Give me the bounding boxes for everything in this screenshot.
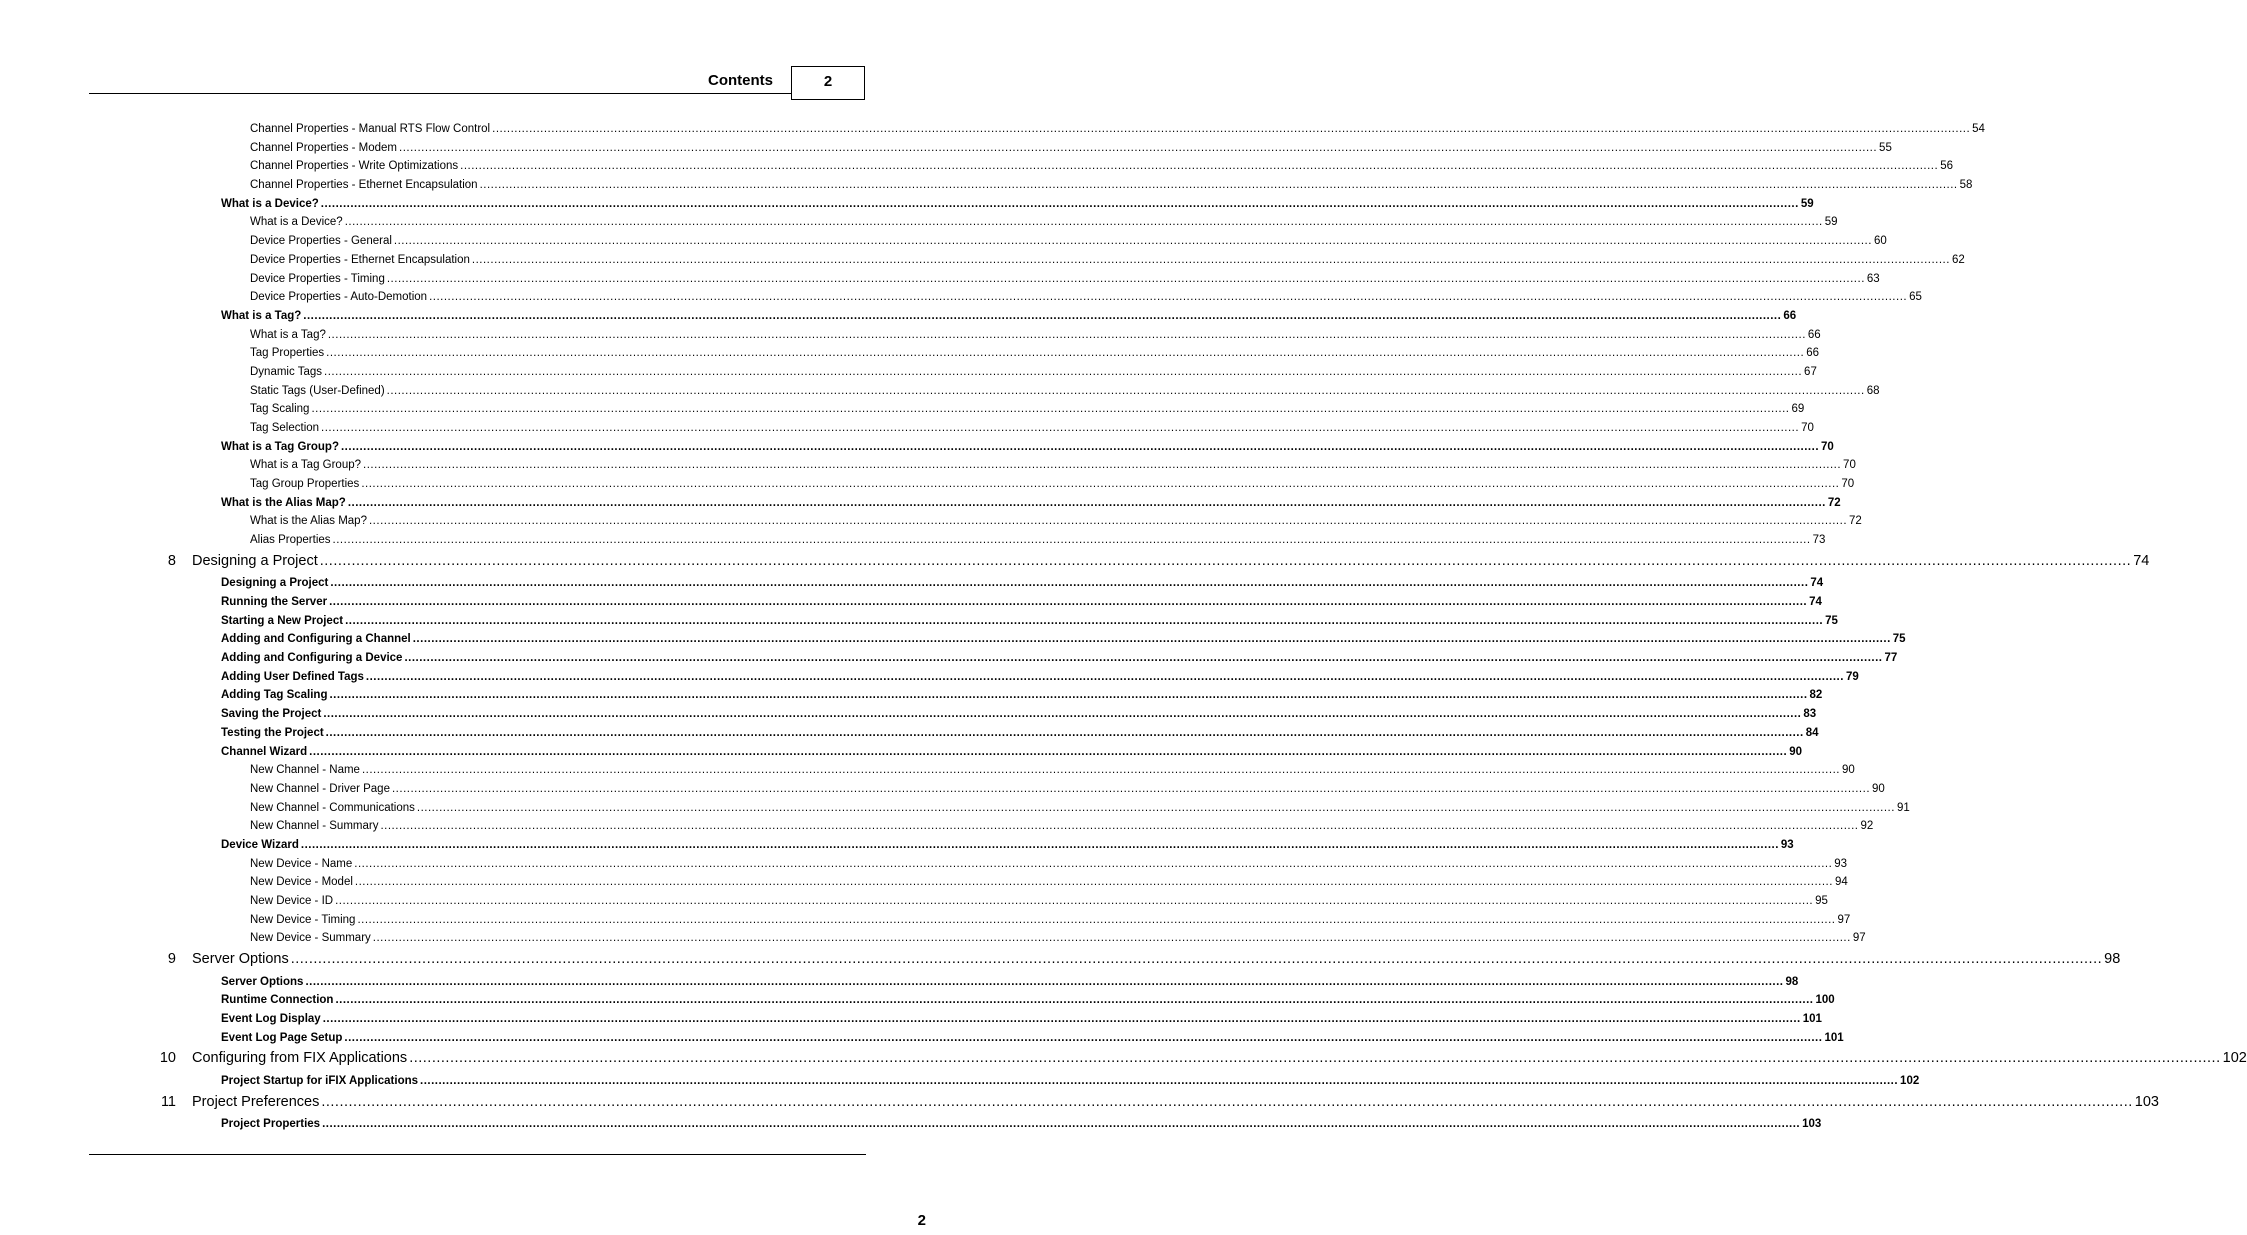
toc-entry-page: 60: [1873, 235, 1887, 248]
dot-leader: ................................................................................................................................................................................................................................................................................................................................................................................................................: [471, 253, 1950, 266]
toc-entry-page: 90: [1872, 782, 1885, 795]
dot-leader: ................................................................................................................................................................................................................................................................................................................................................................................................................: [347, 496, 1826, 509]
toc-entry-title: Running the Server: [221, 596, 328, 608]
toc-entry-title: Tag Group Properties: [250, 478, 360, 491]
dot-leader: ................................................................................................................................................................................................................................................................................................................................................................................................................: [361, 764, 1840, 777]
toc-entry-title: Channel Properties - Manual RTS Flow Control: [250, 123, 491, 135]
toc-entry[interactable]: [0, 855, 1848, 874]
toc-entry-title: What is a Tag Group?: [250, 459, 362, 472]
dot-leader: ................................................................................................................................................................................................................................................................................................................................................................................................................: [429, 291, 1908, 304]
toc-entry-title: Tag Properties: [250, 347, 325, 360]
toc-entry-page: 103: [1802, 1118, 1822, 1130]
toc-entry[interactable]: [0, 494, 1841, 513]
toc-entry-row: [221, 1012, 1822, 1025]
toc-entry-row: [221, 745, 1802, 758]
toc-entry-row: [250, 123, 1985, 135]
header-page-number: 2: [791, 66, 865, 100]
dot-leader: ................................................................................................................................................................................................................................................................................................................................................................................................................: [327, 328, 1806, 341]
toc-entry-row: [250, 782, 1885, 795]
toc-entry-title: Runtime Connection: [221, 994, 334, 1007]
dot-leader: ................................................................................................................................................................................................................................................................................................................................................................................................................: [324, 365, 1803, 378]
toc-entry-row: [250, 534, 1826, 547]
toc-entry-title: Testing the Project: [221, 726, 324, 739]
toc-entry[interactable]: [0, 705, 1817, 724]
dot-leader: ................................................................................................................................................................................................................................................................................................................................................................................................................: [368, 515, 1848, 528]
toc-entry-row: [250, 253, 1965, 266]
toc-entry-title: What is the Alias Map?: [250, 515, 367, 528]
toc-entry-row: [221, 577, 1824, 590]
toc-entry-title: What is a Tag?: [250, 328, 326, 341]
toc-entry-page: 67: [1804, 365, 1817, 378]
toc-entry[interactable]: [0, 780, 1885, 799]
toc-entry-page: 77: [1884, 652, 1898, 665]
toc-entry-title: Adding User Defined Tags: [221, 670, 364, 683]
toc-entry-page: 66: [1783, 309, 1797, 322]
toc-entry[interactable]: [0, 686, 1823, 705]
toc-entry[interactable]: [0, 326, 1821, 345]
dot-leader: ................................................................................................................................................................................................................................................................................................................................................................................................................: [325, 726, 1804, 739]
toc-entry-title: New Device - Model: [250, 876, 353, 889]
toc-entry[interactable]: [0, 668, 1859, 687]
toc-entry-page: 74: [1810, 577, 1824, 590]
toc-entry[interactable]: [0, 817, 1874, 836]
dot-leader: ................................................................................................................................................................................................................................................................................................................................................................................................................: [311, 403, 1790, 416]
toc-entry[interactable]: [0, 288, 1922, 307]
dot-leader: ................................................................................................................................................................................................................................................................................................................................................................................................................: [322, 1012, 1801, 1025]
dot-leader: ................................................................................................................................................................................................................................................................................................................................................................................................................: [412, 633, 1891, 646]
toc-entry-title: Configuring from FIX Applications: [192, 1050, 408, 1067]
toc-entry-title: New Channel - Communications: [250, 801, 415, 814]
toc-entry-page: 74: [2133, 552, 2150, 569]
toc-entry-row: [221, 670, 1859, 683]
toc-entry-page: 75: [1825, 614, 1838, 627]
toc-entry-page: 70: [1821, 440, 1834, 453]
toc-entry-page: 93: [1834, 857, 1848, 870]
toc-entry-page: 59: [1824, 216, 1838, 229]
dot-leader: ................................................................................................................................................................................................................................................................................................................................................................................................................: [479, 179, 1958, 192]
toc-entry[interactable]: [0, 232, 1887, 251]
dot-leader: ................................................................................................................................................................................................................................................................................................................................................................................................................: [332, 534, 1811, 547]
toc-entry-title: Saving the Project: [221, 708, 322, 721]
toc-entry-page: 103: [2134, 1093, 2159, 1110]
dot-leader: ................................................................................................................................................................................................................................................................................................................................................................................................................: [303, 309, 1782, 322]
footer-rule: [89, 1154, 866, 1155]
toc-entry-row: [221, 726, 1819, 739]
toc-entry-page: 74: [1809, 596, 1822, 608]
toc-entry-title: New Device - Name: [250, 857, 353, 870]
toc-entry[interactable]: [0, 630, 1906, 649]
toc-entry[interactable]: [0, 743, 1802, 762]
toc-entry-title: What is the Alias Map?: [221, 496, 346, 509]
toc-entry-page: 82: [1809, 689, 1823, 702]
toc-entry-page: 70: [1801, 422, 1814, 434]
toc-entry-row: [250, 515, 1862, 528]
toc-entry-page: 72: [1849, 515, 1862, 528]
toc-entry[interactable]: [0, 270, 1880, 289]
toc-entry-page: 95: [1815, 895, 1828, 907]
toc-entry-row: [192, 552, 2150, 569]
toc-entry-page: 84: [1805, 726, 1819, 739]
toc-entry[interactable]: [0, 1010, 1822, 1029]
toc-entry-page: 54: [1972, 123, 1985, 135]
toc-entry-title: Project Preferences: [192, 1093, 320, 1110]
toc-entry-row: [221, 496, 1841, 509]
toc-entry-page: 100: [1815, 994, 1835, 1007]
toc-entry-row: [221, 440, 1834, 453]
toc-entry-page: 101: [1802, 1012, 1822, 1025]
toc-entry[interactable]: [0, 382, 1880, 401]
toc-entry[interactable]: [0, 307, 1797, 326]
toc-entry-page: 102: [1900, 1074, 1920, 1087]
toc-entry[interactable]: [0, 948, 2121, 973]
toc-entry-title: Designing a Project: [192, 552, 318, 569]
toc-entry[interactable]: [0, 724, 1819, 743]
toc-entry[interactable]: [0, 612, 1838, 631]
toc-entry-row: [250, 291, 1922, 304]
dot-leader: ................................................................................................................................................................................................................................................................................................................................................................................................................: [420, 1074, 1899, 1087]
dot-leader: ................................................................................................................................................................................................................................................................................................................................................................................................................: [460, 160, 1939, 173]
toc-entry-page: 66: [1806, 347, 1819, 360]
toc-entry-title: Device Properties - General: [250, 235, 392, 248]
toc-entry-title: New Channel - Driver Page: [250, 782, 390, 795]
toc-entry[interactable]: [0, 139, 1892, 158]
toc-entry[interactable]: [0, 1047, 2247, 1072]
toc-entry-row: [250, 179, 1973, 192]
toc-entry[interactable]: [0, 1091, 2159, 1116]
toc-entry[interactable]: [0, 419, 1814, 438]
toc-entry-row: [221, 994, 1835, 1007]
dot-leader: ................................................................................................................................................................................................................................................................................................................................................................................................................: [409, 1050, 2221, 1067]
toc-entry-title: Channel Wizard: [221, 745, 308, 758]
toc-entry-title: Device Wizard: [221, 838, 299, 851]
toc-entry[interactable]: [0, 574, 1824, 593]
toc-entry-row: [221, 652, 1898, 665]
toc-entry-row: [250, 764, 1855, 777]
toc-entry-page: 90: [1841, 764, 1855, 777]
toc-entry-page: 73: [1812, 534, 1826, 547]
toc-entry-row: [250, 820, 1874, 833]
toc-entry-row: [221, 614, 1838, 627]
toc-entry-title: Server Options: [221, 975, 304, 988]
toc-entry-row: [221, 708, 1817, 721]
toc-entry[interactable]: [0, 1115, 1822, 1134]
toc-entry-title: Adding and Configuring a Channel: [221, 633, 411, 646]
dot-leader: ................................................................................................................................................................................................................................................................................................................................................................................................................: [290, 951, 2103, 968]
toc-entry-row: [250, 857, 1848, 870]
toc-entry-page: 90: [1789, 745, 1802, 758]
dot-leader: ................................................................................................................................................................................................................................................................................................................................................................................................................: [322, 1118, 1801, 1130]
toc-entry[interactable]: [0, 400, 1805, 419]
dot-leader: ................................................................................................................................................................................................................................................................................................................................................................................................................: [492, 123, 1971, 135]
toc-entry[interactable]: [0, 195, 1814, 214]
toc-entry[interactable]: [0, 550, 2150, 575]
toc-entry-page: 102: [2222, 1050, 2247, 1067]
toc-entry[interactable]: [0, 593, 1822, 612]
toc-entry[interactable]: [0, 456, 1856, 475]
toc-entry[interactable]: [0, 1072, 1920, 1091]
dot-leader: ................................................................................................................................................................................................................................................................................................................................................................................................................: [372, 932, 1851, 945]
toc-entry-row: [192, 1093, 2159, 1110]
toc-entry-title: Designing a Project: [221, 577, 329, 590]
toc-entry-page: 69: [1791, 403, 1805, 416]
dot-leader: ................................................................................................................................................................................................................................................................................................................................................................................................................: [345, 614, 1824, 627]
toc-entry[interactable]: [0, 873, 1848, 892]
dot-leader: ................................................................................................................................................................................................................................................................................................................................................................................................................: [320, 197, 1799, 210]
toc-entry-page: 65: [1909, 291, 1922, 304]
toc-entry-title: Device Properties - Ethernet Encapsulation: [250, 253, 470, 266]
chapter-number: 9: [167, 951, 176, 968]
toc-entry[interactable]: [0, 475, 1855, 494]
toc-entry-page: 91: [1896, 801, 1910, 814]
toc-entry-page: 59: [1800, 197, 1814, 210]
toc-entry-page: 62: [1951, 253, 1965, 266]
dot-leader: ................................................................................................................................................................................................................................................................................................................................................................................................................: [393, 235, 1872, 248]
dot-leader: ................................................................................................................................................................................................................................................................................................................................................................................................................: [416, 801, 1895, 814]
toc-entry-row: [250, 384, 1880, 397]
toc-entry-page: 70: [1843, 459, 1856, 472]
toc-entry-title: Project Startup for iFIX Applications: [221, 1074, 419, 1087]
toc-entry-title: Starting a New Project: [221, 614, 344, 627]
toc-entry-row: [221, 838, 1794, 851]
chapter-number: 10: [159, 1050, 176, 1067]
toc-entry-title: Alias Properties: [250, 534, 331, 547]
dot-leader: ................................................................................................................................................................................................................................................................................................................................................................................................................: [361, 478, 1840, 491]
toc-entry-title: Device Properties - Auto-Demotion: [250, 291, 428, 304]
toc-entry[interactable]: [0, 911, 1851, 930]
toc-entry-title: What is a Device?: [221, 197, 319, 210]
dot-leader: ................................................................................................................................................................................................................................................................................................................................................................................................................: [357, 913, 1836, 926]
toc-entry-row: [250, 141, 1892, 154]
toc-entry-title: What is a Tag Group?: [221, 440, 339, 453]
toc-entry[interactable]: [0, 363, 1817, 382]
dot-leader: ................................................................................................................................................................................................................................................................................................................................................................................................................: [329, 689, 1808, 702]
toc-entry-page: 58: [1959, 179, 1973, 192]
toc-entry[interactable]: [0, 344, 1819, 363]
dot-leader: ................................................................................................................................................................................................................................................................................................................................................................................................................: [399, 141, 1878, 154]
toc-entry[interactable]: [0, 973, 1799, 992]
footer-page-number: 2: [917, 1212, 926, 1229]
toc-entry-page: 97: [1837, 913, 1851, 926]
toc-entry-title: What is a Device?: [250, 216, 343, 229]
toc-entry-row: [192, 951, 2121, 968]
toc-entry-row: [250, 876, 1848, 889]
toc-entry-page: 98: [2104, 951, 2121, 968]
dot-leader: ................................................................................................................................................................................................................................................................................................................................................................................................................: [404, 652, 1883, 665]
dot-leader: ................................................................................................................................................................................................................................................................................................................................................................................................................: [321, 422, 1800, 434]
toc-entry[interactable]: [0, 892, 1828, 911]
toc-entry-row: [250, 403, 1805, 416]
dot-leader: ................................................................................................................................................................................................................................................................................................................................................................................................................: [391, 782, 1871, 795]
dot-leader: ................................................................................................................................................................................................................................................................................................................................................................................................................: [340, 440, 1820, 453]
toc-entry-row: [250, 328, 1821, 341]
toc-entry-page: 97: [1852, 932, 1866, 945]
dot-leader: ................................................................................................................................................................................................................................................................................................................................................................................................................: [365, 670, 1844, 683]
dot-leader: ................................................................................................................................................................................................................................................................................................................................................................................................................: [344, 216, 1823, 229]
toc-entry[interactable]: [0, 251, 1965, 270]
toc-entry-row: [250, 235, 1887, 248]
dot-leader: ................................................................................................................................................................................................................................................................................................................................................................................................................: [330, 577, 1809, 590]
toc-entry-title: New Device - ID: [250, 895, 334, 907]
dot-leader: ................................................................................................................................................................................................................................................................................................................................................................................................................: [326, 347, 1805, 360]
toc-entry-page: 72: [1827, 496, 1841, 509]
toc-entry[interactable]: [0, 438, 1834, 457]
toc-entry-title: Channel Properties - Modem: [250, 141, 398, 154]
dot-leader: ................................................................................................................................................................................................................................................................................................................................................................................................................: [300, 838, 1779, 851]
toc-entry-title: Channel Properties - Ethernet Encapsulation: [250, 179, 478, 192]
header-rule: [89, 93, 792, 94]
toc-entry[interactable]: [0, 761, 1855, 780]
toc-entry-page: 66: [1807, 328, 1821, 341]
chapter-number: 11: [160, 1093, 176, 1110]
toc-entry[interactable]: [0, 799, 1910, 818]
toc-entry-row: [250, 932, 1866, 945]
toc-entry[interactable]: [0, 512, 1862, 531]
toc-entry[interactable]: [0, 1029, 1844, 1048]
toc-entry[interactable]: [0, 157, 1953, 176]
dot-leader: ................................................................................................................................................................................................................................................................................................................................................................................................................: [386, 384, 1865, 397]
toc-entry-page: 93: [1780, 838, 1794, 851]
toc-entry-row: [221, 689, 1823, 702]
toc-entry-title: New Device - Summary: [250, 932, 371, 945]
toc-entry-row: [250, 365, 1817, 378]
chapter-number: 8: [167, 552, 176, 569]
dot-leader: ................................................................................................................................................................................................................................................................................................................................................................................................................: [380, 820, 1859, 833]
toc-entry-page: 55: [1879, 141, 1892, 154]
dot-leader: ................................................................................................................................................................................................................................................................................................................................................................................................................: [344, 1031, 1823, 1044]
toc-entry-row: [250, 895, 1828, 907]
toc-entry[interactable]: [0, 120, 1985, 139]
toc-entry-row: [250, 347, 1819, 360]
dot-leader: ................................................................................................................................................................................................................................................................................................................................................................................................................: [354, 876, 1833, 889]
toc-entry-title: New Channel - Summary: [250, 820, 379, 833]
toc-entry-page: 75: [1892, 633, 1906, 646]
toc-entry-page: 63: [1866, 272, 1880, 285]
toc-entry-title: What is a Tag?: [221, 309, 302, 322]
dot-leader: ................................................................................................................................................................................................................................................................................................................................................................................................................: [354, 857, 1833, 870]
dot-leader: ................................................................................................................................................................................................................................................................................................................................................................................................................: [309, 745, 1788, 758]
toc-entry-row: [192, 1050, 2247, 1067]
toc-entry-row: [221, 596, 1822, 608]
toc-entry-page: 101: [1824, 1031, 1844, 1044]
toc-entry-title: New Channel - Name: [250, 764, 360, 777]
page-header-title: Contents: [708, 72, 773, 89]
toc-entry-title: Device Properties - Timing: [250, 272, 385, 285]
toc-entry-title: Event Log Page Setup: [221, 1031, 343, 1044]
dot-leader: ................................................................................................................................................................................................................................................................................................................................................................................................................: [319, 552, 2132, 569]
toc-entry-page: 70: [1841, 478, 1855, 491]
dot-leader: ................................................................................................................................................................................................................................................................................................................................................................................................................: [323, 708, 1802, 721]
toc-entry-page: 79: [1845, 670, 1859, 683]
toc-entry-row: [250, 913, 1851, 926]
toc-entry-title: Dynamic Tags: [250, 365, 323, 378]
toc-entry-title: Tag Selection: [250, 422, 320, 434]
toc-entry-row: [250, 459, 1856, 472]
toc-entry-page: 94: [1834, 876, 1848, 889]
dot-leader: ................................................................................................................................................................................................................................................................................................................................................................................................................: [363, 459, 1842, 472]
toc-entry[interactable]: [0, 836, 1794, 855]
toc-entry-row: [250, 801, 1910, 814]
toc-entry-row: [250, 478, 1855, 491]
dot-leader: ................................................................................................................................................................................................................................................................................................................................................................................................................: [335, 994, 1814, 1007]
toc-entry[interactable]: [0, 176, 1973, 195]
toc-entry-row: [250, 216, 1838, 229]
dot-leader: ................................................................................................................................................................................................................................................................................................................................................................................................................: [386, 272, 1865, 285]
toc-entry-page: 68: [1866, 384, 1880, 397]
toc-entry-row: [221, 1031, 1844, 1044]
toc-entry-page: 83: [1803, 708, 1817, 721]
dot-leader: ................................................................................................................................................................................................................................................................................................................................................................................................................: [329, 596, 1808, 608]
toc-entry[interactable]: [0, 649, 1898, 668]
toc-entry[interactable]: [0, 531, 1826, 550]
toc-entry-title: Static Tags (User-Defined): [250, 384, 385, 397]
toc-entry-title: Project Properties: [221, 1118, 321, 1130]
toc-entry-row: [250, 422, 1814, 434]
toc-entry-title: Server Options: [192, 951, 289, 968]
toc-entry-page: 98: [1785, 975, 1799, 988]
toc-entry-title: Adding and Configuring a Device: [221, 652, 403, 665]
table-of-contents: [0, 120, 2247, 1134]
toc-entry-title: New Device - Timing: [250, 913, 356, 926]
toc-entry-title: Channel Properties - Write Optimizations: [250, 160, 459, 173]
toc-entry[interactable]: [0, 929, 1866, 948]
toc-entry[interactable]: [0, 213, 1838, 232]
toc-entry-row: [221, 1118, 1822, 1130]
toc-entry[interactable]: [0, 991, 1835, 1010]
toc-entry-row: [221, 975, 1799, 988]
toc-entry-row: [221, 309, 1797, 322]
toc-entry-title: Tag Scaling: [250, 403, 310, 416]
toc-entry-row: [221, 197, 1814, 210]
toc-entry-row: [221, 633, 1906, 646]
toc-entry-row: [250, 272, 1880, 285]
dot-leader: ................................................................................................................................................................................................................................................................................................................................................................................................................: [335, 895, 1814, 907]
toc-entry-row: [221, 1074, 1920, 1087]
toc-entry-page: 56: [1940, 160, 1953, 173]
toc-entry-title: Adding Tag Scaling: [221, 689, 328, 702]
dot-leader: ................................................................................................................................................................................................................................................................................................................................................................................................................: [321, 1093, 2133, 1110]
toc-entry-page: 92: [1860, 820, 1874, 833]
toc-entry-title: Event Log Display: [221, 1012, 321, 1025]
toc-entry-row: [250, 160, 1953, 173]
dot-leader: ................................................................................................................................................................................................................................................................................................................................................................................................................: [305, 975, 1784, 988]
